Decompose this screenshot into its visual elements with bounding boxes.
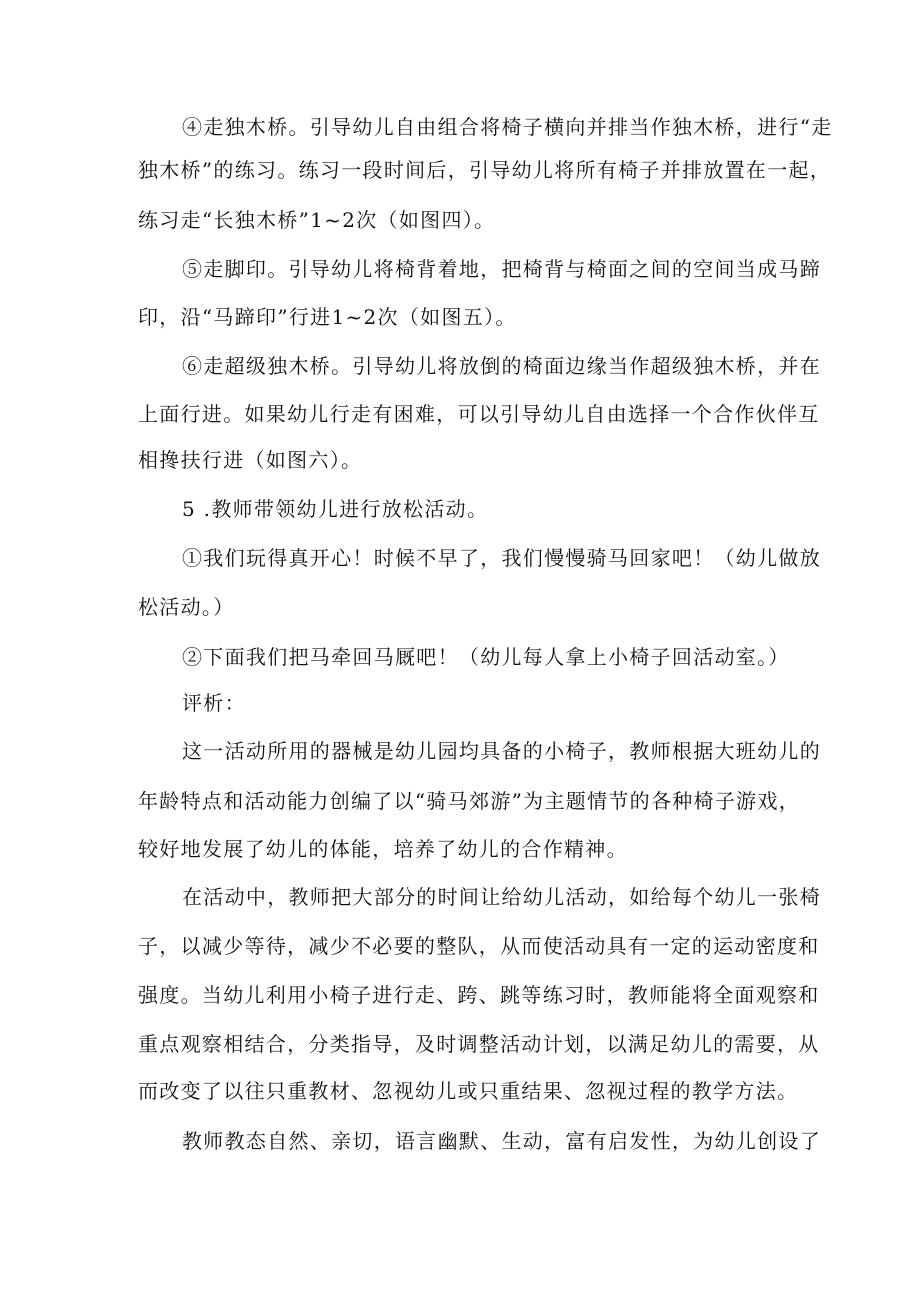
text-line: ⑥走超级独木桥。引导幼儿将放倒的椅面边缘当作超级独木桥，并在 <box>182 354 821 378</box>
text-line: 较好地发展了幼儿的体能，培养了幼儿的合作精神。 <box>138 837 628 861</box>
text-line: ④走独木桥。引导幼儿自由组合将椅子横向并排当作独木桥，进行“走 <box>182 115 833 139</box>
text-line: 独木桥”的练习。练习一段时间后，引导幼儿将所有椅子并排放置在一起， <box>138 158 832 182</box>
text-line: 在活动中，教师把大部分的时间让给幼儿活动，如给每个幼儿一张椅 <box>182 885 821 909</box>
text-line: ②下面我们把马牵回马厩吧！（幼儿每人拿上小椅子回活动室。） <box>182 645 790 669</box>
text-line: 教师教态自然、亲切，语言幽默、生动，富有启发性，为幼儿创设了 <box>182 1129 821 1153</box>
text-line: 年龄特点和活动能力创编了以“骑马郊游”为主题情节的各种椅子游戏， <box>138 789 801 813</box>
section-label: 评析： <box>182 691 246 715</box>
section-heading: 5 .教师带领幼儿进行放松活动。 <box>182 497 489 521</box>
text-line: 而改变了以往只重教材、忽视幼儿或只重结果、忽视过程的教学方法。 <box>138 1079 799 1103</box>
text-line: 子，以减少等待，减少不必要的整队，从而使活动具有一定的运动密度和 <box>138 934 820 958</box>
text-line: 相搀扶行进（如图六）。 <box>138 448 363 472</box>
text-line: ①我们玩得真开心！时候不早了，我们慢慢骑马回家吧！（幼儿做放 <box>182 546 821 570</box>
text-line: 重点观察相结合，分类指导，及时调整活动计划，以满足幼儿的需要，从 <box>138 1032 820 1056</box>
text-line: 练习走“长独木桥”1~2次（如图四）。 <box>138 208 496 232</box>
text-line: 印，沿“马蹄印”行进1~2次（如图五）。 <box>138 305 517 329</box>
text-line: 松活动。） <box>138 595 235 619</box>
text-line: 这一活动所用的器械是幼儿园均具备的小椅子，教师根据大班幼儿的 <box>182 739 821 763</box>
text-line: ⑤走脚印。引导幼儿将椅背着地，把椅背与椅面之间的空间当成马蹄 <box>182 257 821 281</box>
text-line: 上面行进。如果幼儿行走有困难，可以引导幼儿自由选择一个合作伙伴互 <box>138 402 820 426</box>
text-line: 强度。当幼儿利用小椅子进行走、跨、跳等练习时，教师能将全面观察和 <box>138 983 820 1007</box>
